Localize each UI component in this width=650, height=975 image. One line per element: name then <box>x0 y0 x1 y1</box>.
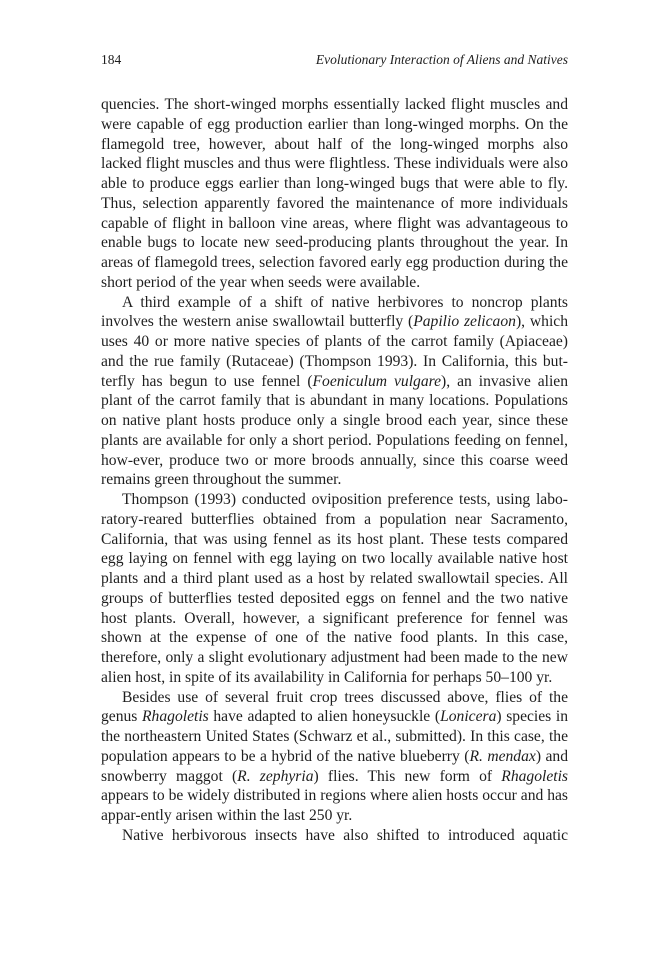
paragraph-5 <box>101 826 568 846</box>
paragraph-3 <box>101 490 568 688</box>
page-header <box>101 52 568 72</box>
species-name: Foeniculum vulgare <box>312 372 442 390</box>
paragraph-text: Thompson (1993) conducted oviposition preference tests, using labo-ratory-reared butterflies obtained from a population near Sacramento, California, that was using fennel as its host plant. These tests compared egg laying on fennel with egg laying on two locally available native host plants and a third plant used as a host by related swallowtail species. All groups of butterflies tested deposited eggs on fennel and the two native host plants. Overall, however, a significant preference for fennel was shown at the expense of one of the native food plants. In this case, therefore, only a slight evolutionary adjustment had been made to the new alien host, in spite of its availability in California for perhaps 50–100 yr. <box>101 491 568 686</box>
paragraph-text: Besides use of several fruit crop trees discussed above, flies of the genus <box>101 688 568 726</box>
paragraph-4 <box>101 688 568 826</box>
paragraph-text: appears to be widely distributed in regions where alien hosts occur and has appar-ently arisen within the last 250 yr. <box>101 787 568 824</box>
species-name: Papilio zelicaon <box>413 313 516 331</box>
paragraph-1 <box>101 95 568 293</box>
genus-name: Lonicera <box>440 708 497 726</box>
genus-name: Rhagoletis <box>501 767 568 785</box>
species-name: R. mendax <box>469 747 536 765</box>
paragraph-text: ) and snowberry maggot ( <box>101 747 568 785</box>
genus-name: Rhagoletis <box>142 708 209 726</box>
paragraph-text: ) flies. This new form of <box>313 767 502 785</box>
paragraph-2 <box>101 293 568 491</box>
paragraph-text: ) species in the northeastern United States (Schwarz et al., submitted). In this case, the population appears to be a hybrid of the native blueberry ( <box>101 708 569 765</box>
species-name: R. zephyria <box>237 767 314 785</box>
body-text <box>101 95 568 846</box>
running-head: Evolutionary Interaction of Aliens and Natives <box>315 52 568 67</box>
paragraph-text: have adapted to alien honeysuckle ( <box>208 708 441 726</box>
paragraph-text: ), an invasive alien plant of the carrot family that is abundant in many locations. Populations on native plant hosts produce only a single brood each year, since these plants are available for only a short period. Populations feeding on fennel, how-ever, produce two or more broods annually, since this coarse weed remains green throughout the summer. <box>101 372 569 489</box>
paragraph-text: quencies. The short-winged morphs essentially lacked flight muscles and were capable of egg production earlier than long-winged morphs. On the flamegold tree, however, about half of the long-winged morphs also lacked flight muscles and thus were flightless. These individuals were also able to produce eggs earlier than long-winged bugs that were able to fly. Thus, selection apparently favored the maintenance of more individuals capable of flight in balloon vine areas, where flight was advantageous to enable bugs to locate new seed-producing plants throughout the year. In areas of flamegold trees, selection favored early egg production during the short period of the year when seeds were available. <box>101 96 568 291</box>
paragraph-text: Native herbivorous insects have also shifted to introduced aquatic <box>122 826 568 844</box>
page-number: 184 <box>101 52 122 67</box>
paragraph-text: A third example of a shift of native herbivores to noncrop plants involves the western anise swallowtail butterfly ( <box>101 293 568 331</box>
paragraph-text: ), which uses 40 or more native species of plants of the carrot family (Apiaceae) and the rue family (Rutaceae) (Thompson 1993). In California, this but-terfly has begun to use fennel ( <box>101 313 568 390</box>
